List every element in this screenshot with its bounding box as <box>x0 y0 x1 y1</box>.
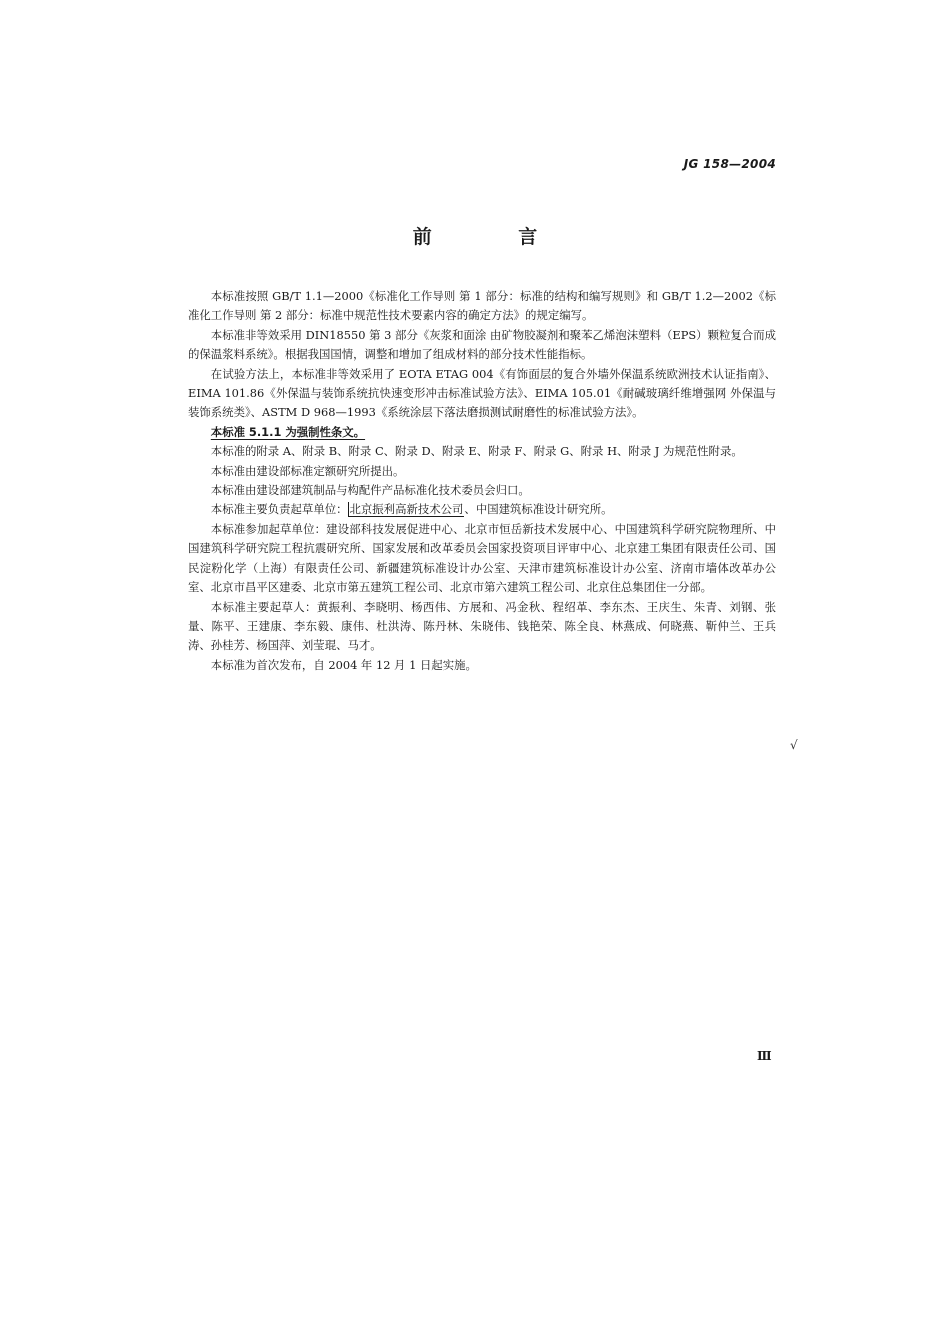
paragraph-mandatory-clause <box>188 423 776 442</box>
main-units-prefix: 本标准主要负责起草单位： <box>210 502 348 517</box>
paragraph-annexes: 本标准的附录 A、附录 B、附录 C、附录 D、附录 E、附录 F、附录 G、附录 H、附录 J 为规范性附录。 <box>210 444 743 459</box>
page-title: 前 言 <box>412 226 578 248</box>
paragraph-administrator: 本标准由建设部建筑制品与构配件产品标准化技术委员会归口。 <box>210 483 530 498</box>
page-number: Ⅲ <box>757 1049 772 1063</box>
paragraph-drafters: 本标准主要起草人：黄振利、李晓明、杨西伟、方展和、冯金秋、程绍革、李东杰、王庆生、朱青、刘钢、张量、陈平、王建康、李东毅、康伟、杜洪涛、陈丹林、朱晓伟、钱艳荣、陈全良、林燕成、何晓燕、靳仲兰、王兵涛、孙桂芳、杨国萍、刘莹琨、马才。 <box>188 599 776 653</box>
main-unit-name: 北京振利高新技术公司 <box>349 502 464 517</box>
paragraph-adoption-din: 本标准非等效采用 DIN18550 第 3 部分《灰浆和面涂 由矿物胶凝剂和聚苯乙烯泡沫塑料（EPS）颗粒复合而成的保温浆料系统》。根据我国国情，调整和增加了组成材料的部分技术性能指标。 <box>188 327 776 362</box>
mandatory-clause-text: 本标准 5.1.1 为强制性条文。 <box>210 424 366 439</box>
main-units-suffix: 、中国建筑标准设计研究所。 <box>464 502 613 517</box>
check-mark-annotation: √ <box>790 738 798 752</box>
paragraph-test-methods: 在试验方法上，本标准非等效采用了 EOTA ETAG 004《有饰面层的复合外墙外保温系统欧洲技术认证指南》、EIMA 101.86《外保温与装饰系统抗快速变形冲击标准试验方法》、EIMA 105.01《耐碱玻璃纤维增强网 外保温与装饰系统类》、ASTM D 968—1993《系统涂层下落法磨损测试耐磨性的标准试验方法》。 <box>188 366 776 420</box>
paragraph-main-drafting-units <box>188 500 776 519</box>
document-body <box>188 287 776 675</box>
paragraph-proposer: 本标准由建设部标准定额研究所提出。 <box>210 463 405 478</box>
paragraph-participating-units: 本标准参加起草单位：建设部科技发展促进中心、北京市恒岳新技术发展中心、中国建筑科学研究院物理所、中国建筑科学研究院工程抗震研究所、国家发展和改革委员会国家投资项目评审中心、北京建工集团有限责任公司、国民淀粉化学（上海）有限责任公司、新疆建筑标准设计办公室、天津市建筑标准设计办公室、济南市墙体改革办公室、北京市昌平区建委、北京市第五建筑工程公司、北京市第六建筑工程公司、北京住总集团住一分部。 <box>188 521 776 595</box>
paragraph-effective-date: 本标准为首次发布，自 2004 年 12 月 1 日起实施。 <box>210 657 477 672</box>
standard-code-header: JG 158—2004 <box>683 157 776 171</box>
paragraph-compilation-basis: 本标准按照 GB/T 1.1—2000《标准化工作导则 第 1 部分：标准的结构和编写规则》和 GB/T 1.2—2002《标准化工作导则 第 2 部分：标准中规范性技术要素内容的确定方法》的规定编写。 <box>188 289 776 323</box>
